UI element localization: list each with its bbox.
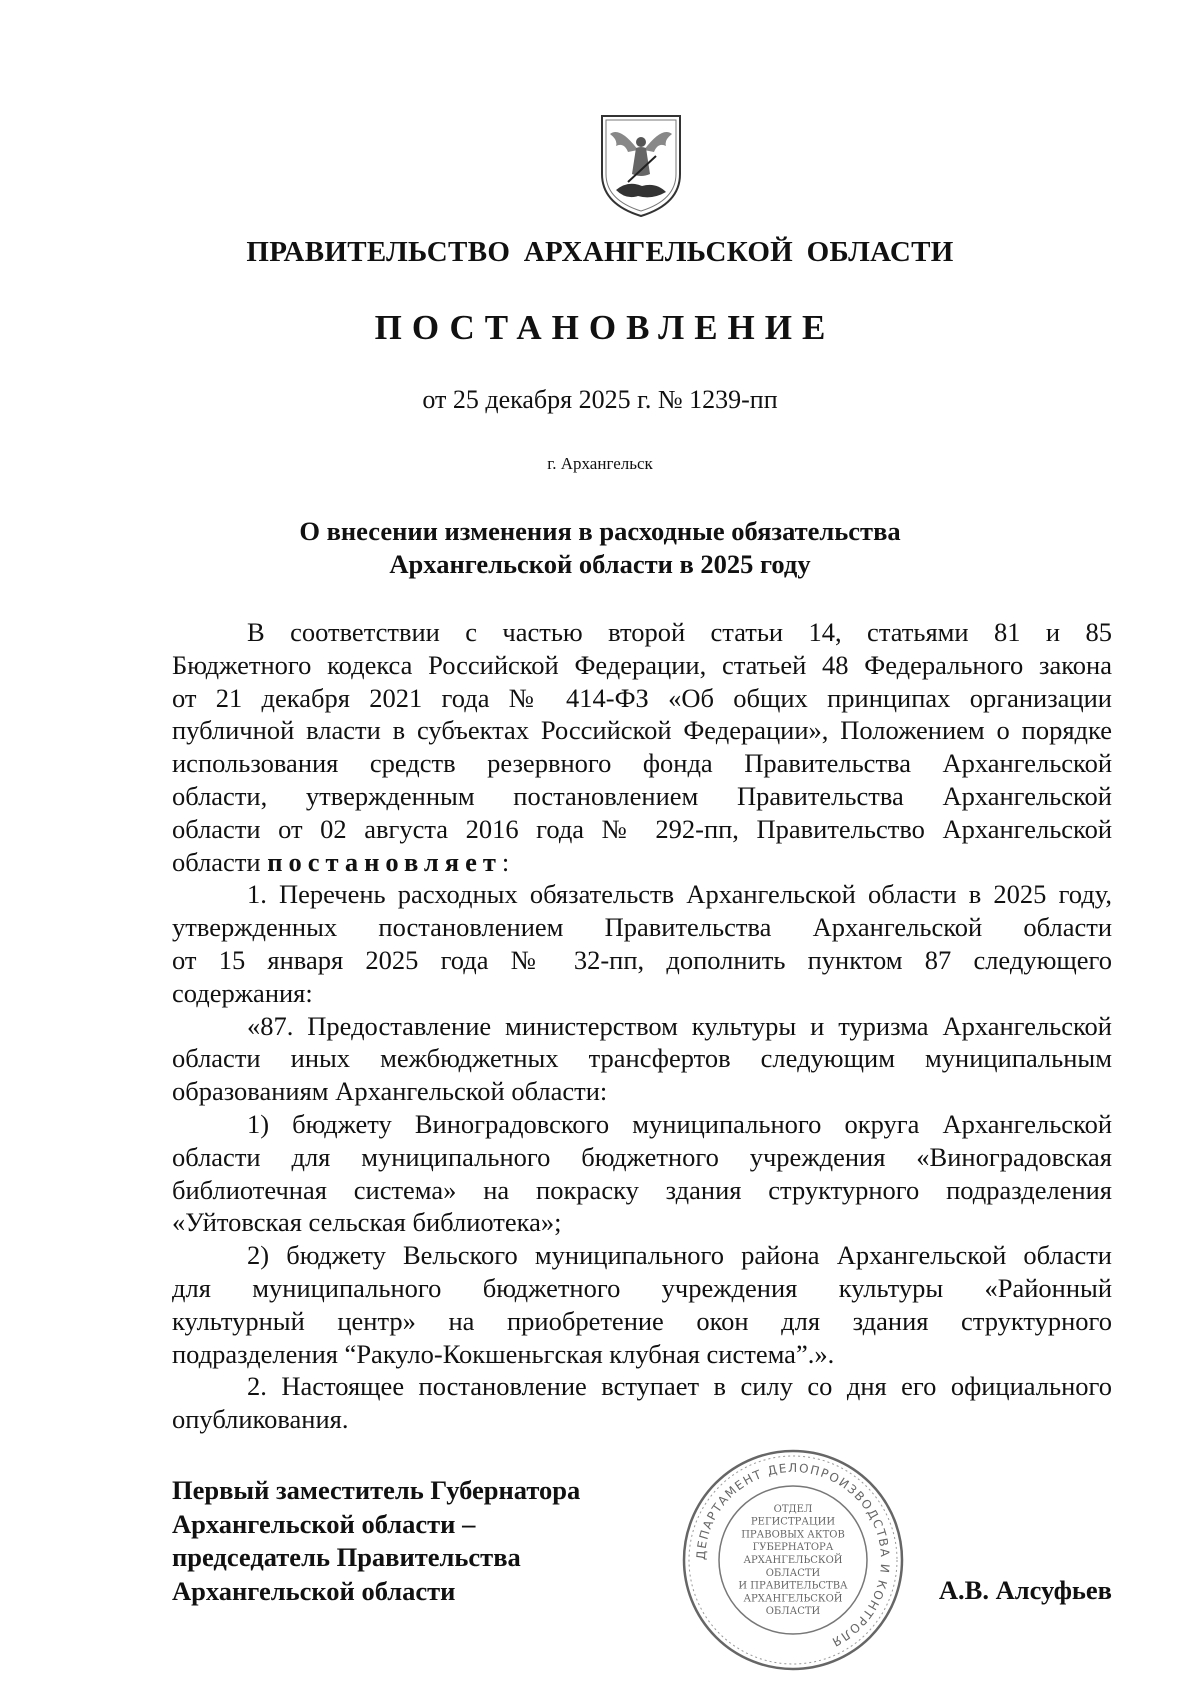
body-line: 2. Настоящее постановление вступает в силу со дня его официального xyxy=(247,1371,1112,1402)
body-line: области для муниципального бюджетного учреждения «Виноградовская xyxy=(172,1141,1112,1172)
body-line: для муниципального бюджетного учреждения культуры «Районный xyxy=(172,1272,1112,1303)
document-title xyxy=(0,515,1200,581)
body-text: : xyxy=(501,846,510,877)
body-line: 2) бюджету Вельского муниципального района Архангельской области xyxy=(247,1240,1112,1271)
resolution-keyword: постановляет xyxy=(267,846,502,877)
body-line: использования средств резервного фонда Правительства Архангельской xyxy=(172,748,1112,779)
document-title-line: О внесении изменения в расходные обязательства xyxy=(299,516,901,546)
body-line: содержания: xyxy=(172,977,313,1008)
signatory-position-line: Первый заместитель Губернатора xyxy=(172,1475,581,1505)
svg-text:ОБЛАСТИ: ОБЛАСТИ xyxy=(765,1606,821,1618)
signatory-position-line: Архангельской области – xyxy=(172,1508,476,1539)
body-line: области от 02 августа 2016 года № 292-пп, Правительство Архангельской xyxy=(172,813,1112,844)
document-city: г. Архангельск xyxy=(547,454,653,473)
official-seal-icon xyxy=(680,1447,906,1673)
svg-text:АРХАНГЕЛЬСКОЙ: АРХАНГЕЛЬСКОЙ xyxy=(743,1555,843,1566)
body-line: опубликования. xyxy=(172,1404,349,1435)
body-line: Бюджетного кодекса Российской Федерации, статьей 48 Федерального закона xyxy=(172,649,1112,680)
government-name: ПРАВИТЕЛЬСТВО АРХАНГЕЛЬСКОЙ ОБЛАСТИ xyxy=(246,236,954,268)
body-line: 1. Перечень расходных обязательств Архангельской области в 2025 году, xyxy=(247,879,1112,910)
svg-text:ГУБЕРНАТОРА: ГУБЕРНАТОРА xyxy=(752,1542,834,1554)
body-line: подразделения “Ракуло-Кокшеньгская клубная система”.». xyxy=(172,1338,835,1369)
body-line: образованиям Архангельской области: xyxy=(172,1076,608,1107)
document-type: ПОСТАНОВЛЕНИЕ xyxy=(374,308,836,347)
body-line: «87. Предоставление министерством культуры и туризма Архангельской xyxy=(247,1010,1112,1041)
body-line: «Уйтовская сельская библиотека»; xyxy=(172,1207,562,1238)
body-line: публичной власти в субъектах Российской Федерации», Положением о порядке xyxy=(172,715,1112,746)
body-line: от 21 декабря 2021 года № 414-ФЗ «Об общих принципах организации xyxy=(172,682,1112,713)
body-text: области xyxy=(172,846,268,877)
svg-text:АРХАНГЕЛЬСКОЙ: АРХАНГЕЛЬСКОЙ xyxy=(743,1593,843,1605)
body-line: культурный центр» на приобретение окон для здания структурного xyxy=(172,1305,1112,1336)
svg-text:ДЕПАРТАМЕНТ ДЕЛОПРОИЗВОДСТВА И: ДЕПАРТАМЕНТ ДЕЛОПРОИЗВОДСТВА И КОНТРОЛЯ xyxy=(693,1460,893,1650)
coat-of-arms-icon xyxy=(598,112,684,220)
signatory-name: А.В. Алсуфьев xyxy=(938,1575,1112,1605)
body-line: утвержденных постановлением Правительства Архангельской области xyxy=(172,912,1112,943)
signatory-position xyxy=(172,1474,580,1608)
document-body xyxy=(172,616,1112,1436)
body-line: области, утвержденным постановлением Правительства Архангельской xyxy=(172,780,1112,811)
svg-text:РЕГИСТРАЦИИ: РЕГИСТРАЦИИ xyxy=(750,1516,836,1528)
svg-text:ПРАВОВЫХ АКТОВ: ПРАВОВЫХ АКТОВ xyxy=(741,1529,845,1541)
body-line: библиотечная система» на покраску здания структурного подразделения xyxy=(172,1174,1112,1205)
body-line: области иных межбюджетных трансфертов следующим муниципальным xyxy=(172,1043,1112,1074)
signatory-position-line: Архангельской области xyxy=(172,1575,456,1606)
svg-text:И ПРАВИТЕЛЬСТВА: И ПРАВИТЕЛЬСТВА xyxy=(738,1580,848,1592)
svg-text:ОБЛАСТИ: ОБЛАСТИ xyxy=(765,1567,821,1579)
signatory-position-line: председатель Правительства xyxy=(172,1542,521,1572)
body-line: 1) бюджету Виноградовского муниципального округа Архангельской xyxy=(247,1108,1112,1139)
document-title-line: Архангельской области в 2025 году xyxy=(389,549,811,579)
document-date-number: от 25 декабря 2025 г. № 1239-пп xyxy=(422,385,778,414)
body-line: В соответствии с частью второй статьи 14, статьями 81 и 85 xyxy=(247,617,1112,647)
svg-text:ОТДЕЛ: ОТДЕЛ xyxy=(773,1503,813,1515)
body-line: от 15 января 2025 года № 32-пп, дополнить пунктом 87 следующего xyxy=(172,944,1112,975)
body-line xyxy=(172,846,1112,879)
